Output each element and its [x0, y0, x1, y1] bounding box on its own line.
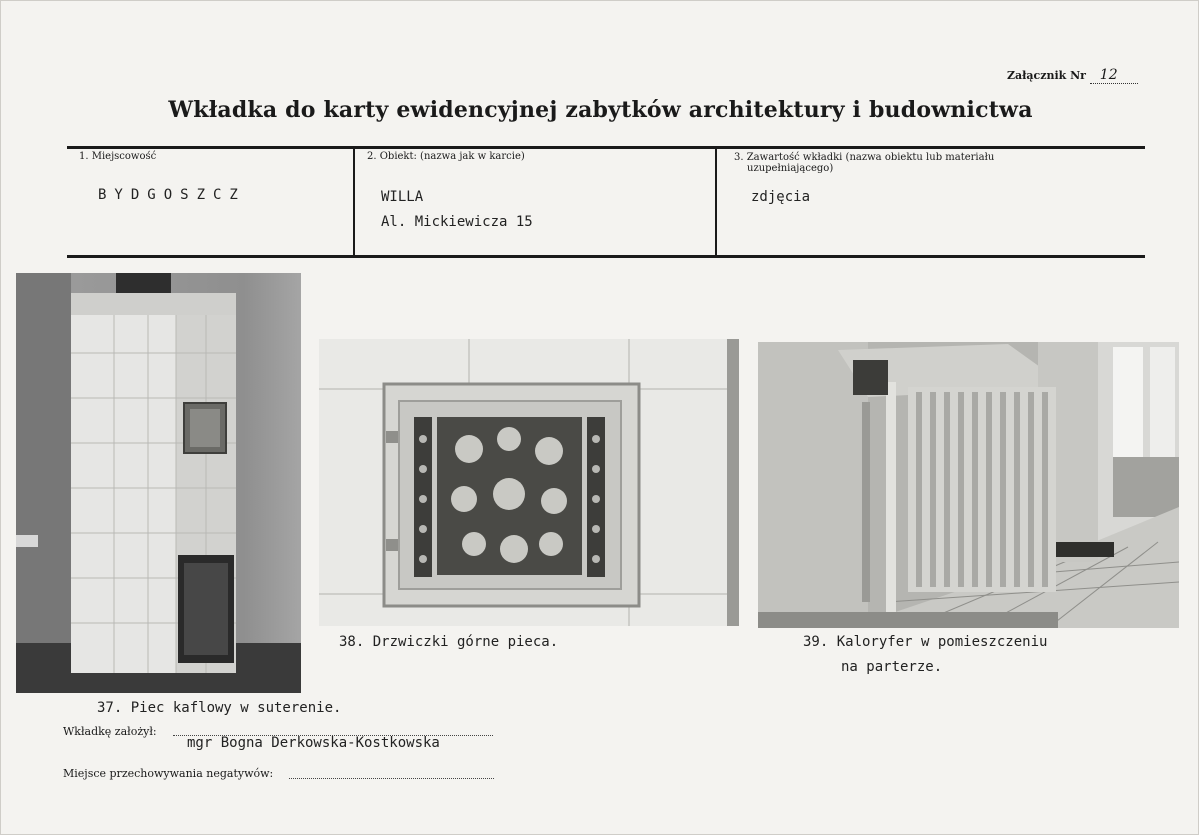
contents-label-line1: 3. Zawartość wkładki (nazwa obiektu lub materiału [734, 152, 995, 163]
photo-stove-door [319, 339, 739, 626]
radiator-image [758, 342, 1179, 628]
annex-label: Załącznik Nr [1007, 69, 1086, 82]
author-value: mgr Bogna Derkowska-Kostkowska [187, 735, 440, 751]
contents-value: zdjęcia [751, 189, 811, 205]
tiled-stove-image [16, 273, 301, 693]
column-divider-1 [353, 149, 355, 255]
caption-photo-37: 37. Piec kaflowy w suterenie. [97, 700, 342, 716]
photo-tiled-stove [16, 273, 301, 693]
locality-label: 1. Miejscowość [79, 151, 157, 162]
annex-value: 12 [1090, 67, 1138, 84]
object-name: WILLA [381, 189, 424, 205]
object-label: 2. Obiekt: (nazwa jak w karcie) [367, 151, 525, 162]
stove-door-image [319, 339, 739, 626]
header-top-rule [67, 146, 1145, 149]
caption-photo-39-line2: na parterze. [841, 659, 943, 675]
caption-photo-39-line1: 39. Kaloryfer w pomieszczeniu [803, 634, 1048, 650]
object-address: Al. Mickiewicza 15 [381, 214, 533, 230]
column-divider-2 [715, 149, 717, 255]
header-bottom-rule [67, 255, 1145, 258]
photo-radiator [758, 342, 1179, 628]
page-title: Wkładka do karty ewidencyjnej zabytków architektury i budownictwa [168, 97, 1033, 123]
negatives-dotted-line [289, 778, 494, 779]
locality-value: BYDGOSZCZ [98, 187, 246, 203]
annex-number [1007, 67, 1138, 84]
author-label: Wkładkę założył: [63, 725, 157, 738]
caption-photo-38: 38. Drzwiczki górne pieca. [339, 634, 559, 650]
contents-label-line2: uzupełniającego) [747, 163, 834, 174]
negatives-label: Miejsce przechowywania negatywów: [63, 767, 274, 780]
